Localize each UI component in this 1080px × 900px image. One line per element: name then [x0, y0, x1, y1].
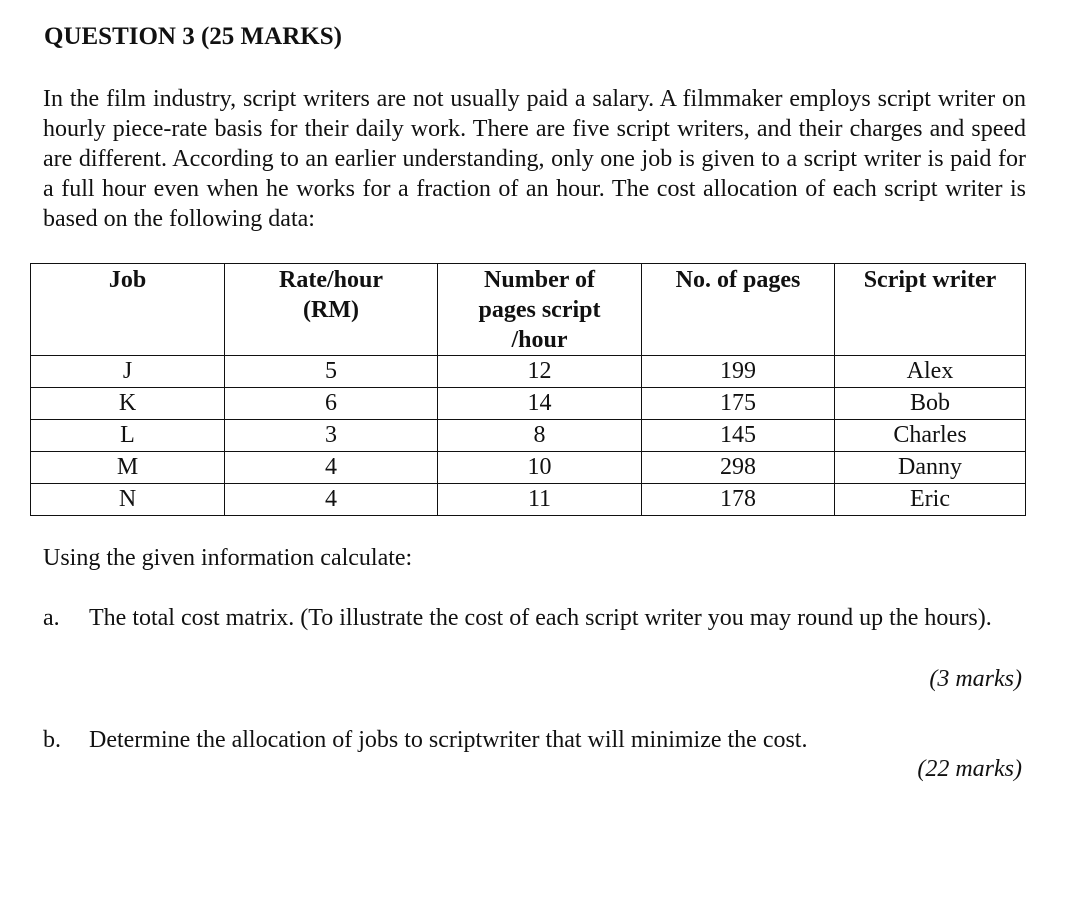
part-b — [43, 725, 1023, 755]
cell-writer: Bob — [835, 388, 1026, 420]
header-pages-per-hour: Number of pages script /hour — [438, 264, 642, 356]
cell-writer: Danny — [835, 452, 1026, 484]
cell-rate: 3 — [225, 420, 438, 452]
part-a-marks: (3 marks) — [929, 666, 1022, 692]
cell-writer: Alex — [835, 356, 1026, 388]
cell-pages-per-hour: 8 — [438, 420, 642, 452]
cell-num-pages: 178 — [642, 484, 835, 516]
cell-num-pages: 175 — [642, 388, 835, 420]
cell-pages-per-hour: 14 — [438, 388, 642, 420]
table-row — [31, 388, 1026, 420]
cell-num-pages: 145 — [642, 420, 835, 452]
part-b-letter: b. — [43, 727, 61, 753]
cell-rate: 4 — [225, 452, 438, 484]
table-row — [31, 420, 1026, 452]
part-a-letter: a. — [43, 605, 60, 631]
header-rate-per-hour: Rate/hour (RM) — [225, 264, 438, 356]
cell-rate: 6 — [225, 388, 438, 420]
cell-rate: 5 — [225, 356, 438, 388]
cell-pages-per-hour: 10 — [438, 452, 642, 484]
cell-job: J — [31, 356, 225, 388]
cell-rate: 4 — [225, 484, 438, 516]
cell-job: K — [31, 388, 225, 420]
cell-pages-per-hour: 12 — [438, 356, 642, 388]
table-row — [31, 356, 1026, 388]
cell-job: L — [31, 420, 225, 452]
script-writer-table — [30, 263, 1026, 516]
question-heading: QUESTION 3 (25 MARKS) — [44, 23, 342, 50]
instruction-text: Using the given information calculate: — [43, 545, 413, 571]
part-b-marks: (22 marks) — [917, 756, 1022, 782]
cell-writer: Eric — [835, 484, 1026, 516]
table-header-row — [31, 264, 1026, 356]
part-a — [43, 603, 1023, 663]
cell-num-pages: 298 — [642, 452, 835, 484]
cell-writer: Charles — [835, 420, 1026, 452]
header-job: Job — [31, 264, 225, 356]
cell-job: N — [31, 484, 225, 516]
question-intro: In the film industry, script writers are not usually paid a salary. A filmmaker employs script writer on hourly piece-rate basis for their daily work. There are five script writers, and their charges and speed are different. According to an earlier understanding, only one job is given to a script writer is paid for a full hour even when he works for a fraction of an hour. The cost allocation of each script writer is based on the following data: — [43, 86, 1026, 232]
part-b-text: Determine the allocation of jobs to scriptwriter that will minimize the cost. — [89, 727, 808, 753]
table-row — [31, 484, 1026, 516]
cell-job: M — [31, 452, 225, 484]
cell-pages-per-hour: 11 — [438, 484, 642, 516]
header-no-of-pages: No. of pages — [642, 264, 835, 356]
table-row — [31, 452, 1026, 484]
cell-num-pages: 199 — [642, 356, 835, 388]
header-script-writer: Script writer — [835, 264, 1026, 356]
part-a-text: The total cost matrix. (To illustrate the cost of each script writer you may round up the hours). — [89, 605, 992, 631]
